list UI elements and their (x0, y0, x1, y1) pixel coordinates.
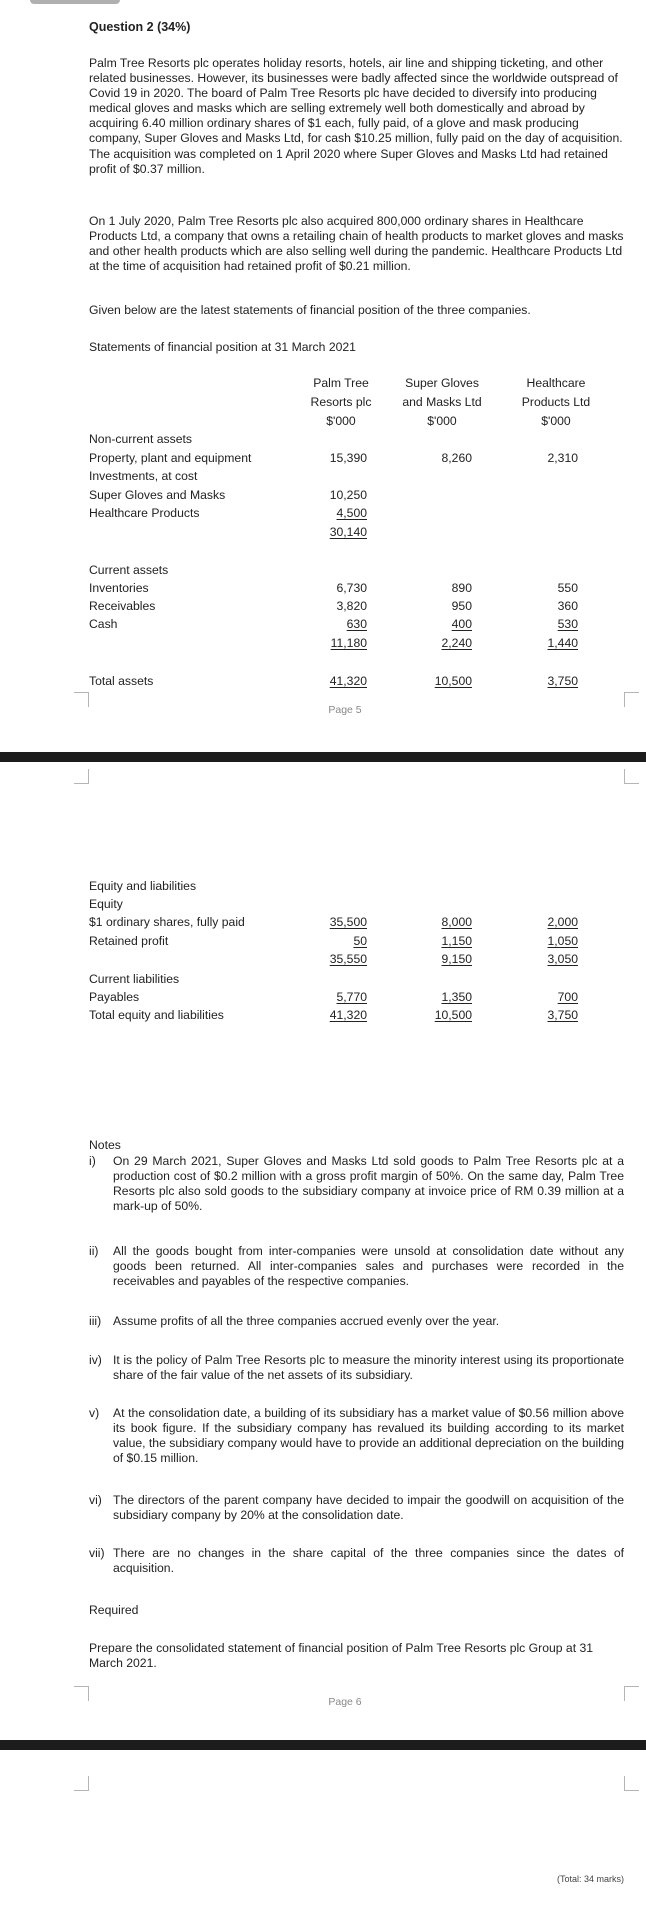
cash-palm: 630 (346, 617, 367, 631)
ppe-super: 8,260 (441, 451, 472, 465)
section-current-liabilities: Current liabilities (89, 972, 180, 986)
row-label-inv-health: Healthcare Products (89, 506, 200, 520)
equity-total-super: 9,150 (441, 952, 472, 966)
receivables-super: 950 (451, 599, 472, 613)
total-eq-liab-palm: 41,320 (329, 1008, 367, 1022)
intro-paragraph-1: Palm Tree Resorts plc operates holiday resorts, hotels, air line and shipping ticketing, and other related businesses. However, its businesses were badly affected since the worldwide outspread of Covid 19 in 2020. The board of Palm Tree Resorts plc have decided to diversify into producing medical gloves and masks which are selling extremely well both domestically and abroad by acquiring 6.40 million ordinary shares of $1 each, fully paid, of a glove and mask producing company, Super Gloves and Masks Ltd, for cash $10.25 million, fully paid on the day of acquisition. The acquisition was completed on 1 April 2020 where Super Gloves and Masks Ltd had retained profit of $0.37 million. (89, 56, 623, 176)
inv-health-palm: 4,500 (336, 506, 367, 520)
total-marks: (Total: 34 marks) (556, 1874, 624, 1884)
page-corner-mark (74, 692, 89, 707)
row-label-payables: Payables (89, 990, 140, 1004)
intro-paragraph-2: On 1 July 2020, Palm Tree Resorts plc also acquired 800,000 ordinary shares in Healthcare Products Ltd, a company that owns a retailing chain of health products to market gloves and masks and other health products which are also selling well during the pandemic. Healthcare Products Ltd at the time of acquisition had retained profit of $0.21 million. (89, 214, 624, 274)
note-item: v) At the consolidation date, a building of its subsidiary has a market value of $0.56 million above its book figure. If the subsidiary company has revalued its building according to its market value, the subsidiary company would have to provide an additional depreciation on the building of $0.15 million. (89, 1406, 624, 1466)
inventories-palm: 6,730 (336, 581, 367, 595)
section-non-current-assets: Non-current assets (89, 432, 192, 446)
retained-health: 1,050 (547, 934, 578, 948)
total-eq-liab-health: 3,750 (547, 1008, 578, 1022)
page-corner-mark (74, 769, 89, 784)
column-header-healthcare: Healthcare Products Ltd $'000 (521, 376, 591, 428)
ca-total-super: 2,240 (441, 636, 472, 650)
page-corner-mark (74, 1686, 89, 1701)
page-corner-mark (74, 1776, 89, 1791)
retained-super: 1,150 (441, 934, 472, 948)
retained-palm: 50 (353, 934, 367, 948)
payables-super: 1,350 (441, 990, 472, 1004)
question-heading: Question 2 (34%) (89, 20, 191, 34)
page-separator (0, 1740, 646, 1750)
equity-total-palm: 35,550 (329, 952, 367, 966)
ppe-health: 2,310 (547, 451, 578, 465)
note-item: vii) There are no changes in the share capital of the three companies since the dates of acquisition. (89, 1546, 624, 1576)
column-header-super-gloves: Super Gloves and Masks Ltd $'000 (402, 376, 482, 428)
note-item: ii) All the goods bought from inter-companies were unsold at consolidation date without any goods been returned. All inter-companies sales and purchases were recorded in the receivables and payables of the respective companies. (89, 1244, 624, 1289)
note-item: vi) The directors of the parent company have decided to impair the goodwill on acquisition of the subsidiary company by 20% at the consolidation date. (89, 1493, 624, 1523)
payables-health: 700 (557, 990, 578, 1004)
notes-heading: Notes (89, 1138, 121, 1152)
payables-palm: 5,770 (336, 990, 367, 1004)
total-eq-liab-super: 10,500 (434, 1008, 472, 1022)
page-corner-mark (624, 692, 639, 707)
section-equity: Equity (89, 897, 123, 911)
row-label-total-assets: Total assets (89, 674, 154, 688)
row-label-ppe: Property, plant and equipment (89, 451, 252, 465)
page-separator (0, 752, 646, 762)
inventories-health: 550 (557, 581, 578, 595)
row-label-total-eq-liab: Total equity and liabilities (89, 1008, 224, 1022)
table-title: Statements of financial position at 31 March 2021 (89, 340, 356, 354)
shares-super: 8,000 (441, 915, 472, 929)
row-label-receivables: Receivables (89, 599, 156, 613)
note-item: iv) It is the policy of Palm Tree Resorts plc to measure the minority interest using its proportionate share of the fair value of the net assets of its subsidiary. (89, 1353, 624, 1383)
column-header-palm-tree: Palm Tree Resorts plc $'000 (310, 376, 372, 428)
equity-total-health: 3,050 (547, 952, 578, 966)
page-corner-mark (624, 1686, 639, 1701)
ca-total-palm: 11,180 (330, 636, 367, 650)
receivables-palm: 3,820 (336, 599, 367, 613)
scroll-indicator[interactable] (30, 0, 120, 4)
row-label-shares: $1 ordinary shares, fully paid (89, 915, 245, 929)
page-corner-mark (624, 769, 639, 784)
total-assets-health: 3,750 (547, 674, 578, 688)
page-corner-mark (624, 1776, 639, 1791)
page-number-5: Page 5 (328, 704, 362, 716)
ca-total-health: 1,440 (547, 636, 578, 650)
shares-palm: 35,500 (329, 915, 367, 929)
required-text: Prepare the consolidated statement of financial position of Palm Tree Resorts plc Group at 31 March 2021. (89, 1641, 594, 1671)
page-number-6: Page 6 (328, 1696, 362, 1708)
total-assets-palm: 41,320 (329, 674, 367, 688)
receivables-health: 360 (557, 599, 578, 613)
ppe-palm: 15,390 (329, 451, 367, 465)
shares-health: 2,000 (547, 915, 578, 929)
cash-health: 530 (557, 617, 578, 631)
note-item: iii) Assume profits of all the three companies accrued evenly over the year. (89, 1314, 500, 1328)
required-heading: Required (89, 1603, 139, 1617)
nca-total-palm: 30,140 (329, 525, 367, 539)
row-label-investments: Investments, at cost (89, 469, 198, 483)
intro-paragraph-3: Given below are the latest statements of financial position of the three companies. (89, 303, 531, 317)
row-label-cash: Cash (89, 617, 118, 631)
inventories-super: 890 (451, 581, 472, 595)
inv-super-palm: 10,250 (329, 488, 367, 502)
row-label-retained: Retained profit (89, 934, 169, 948)
section-equity-liabilities: Equity and liabilities (89, 879, 197, 893)
row-label-inv-super: Super Gloves and Masks (89, 488, 226, 502)
note-item: i) On 29 March 2021, Super Gloves and Masks Ltd sold goods to Palm Tree Resorts plc at a production cost of $0.2 million with a gross profit margin of 50%. On the same day, Palm Tree Resorts plc also sold goods to the subsidiary company at invoice price of RM 0.39 million at a mark-up of 50%. (89, 1154, 624, 1214)
row-label-inventories: Inventories (89, 581, 149, 595)
total-assets-super: 10,500 (434, 674, 472, 688)
cash-super: 400 (451, 617, 472, 631)
section-current-assets: Current assets (89, 563, 169, 577)
